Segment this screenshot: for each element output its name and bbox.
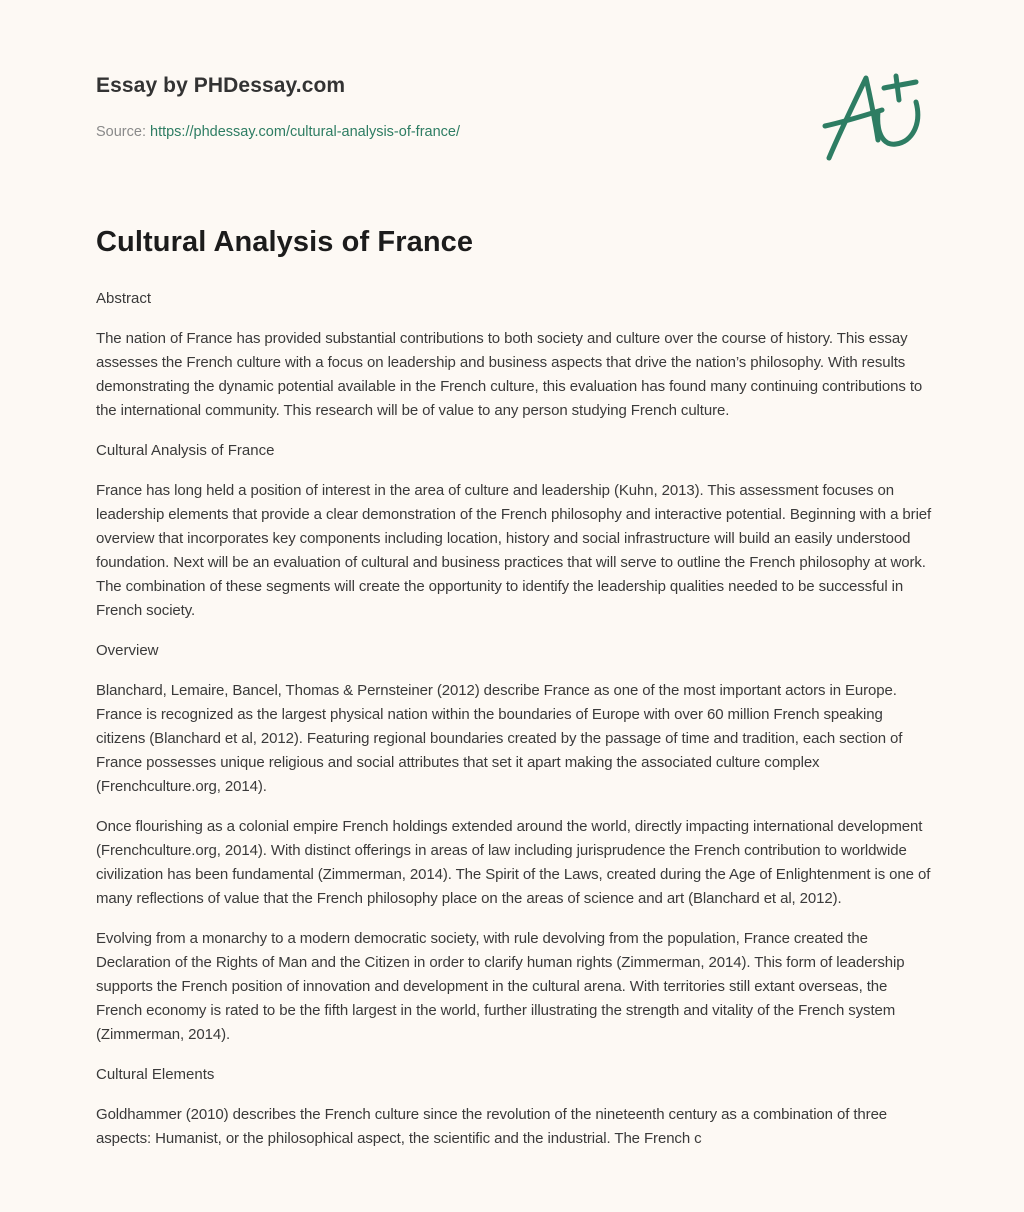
essay-content: [96, 226, 932, 1167]
paragraph: The nation of France has provided substantial contributions to both society and culture over the course of history. This essay assesses the French culture with a focus on leadership and business aspects that drive the nation’s philosophy. With results demonstrating the dynamic potential available in the French culture, this evaluation has found many continuing contributions to the international community. This research will be of value to any person studying French culture.: [96, 330, 923, 419]
section-cultural-elements: [96, 1063, 932, 1151]
paragraph: Goldhammer (2010) describes the French culture since the revolution of the nineteenth century as a combination of three aspects: Humanist, or the philosophical aspect, the scientific and the industrial. The French c: [96, 1106, 888, 1147]
section-label: Overview: [96, 642, 159, 659]
site-title: Essay by PHDessay.com: [96, 74, 346, 97]
paragraph: Once flourishing as a colonial empire French holdings extended around the world, directly impacting international development (Frenchculture.org, 2014). With distinct offerings in areas of law including jurisprudence the French contribution to worldwide civilization has been fundamental (Zimmerman, 2014). The Spirit of the Laws, created during the Age of Enlightenment is one of many reflections of value that the French philosophy place on the areas of science and art (Blanchard et al, 2012).: [96, 818, 931, 907]
section-cultural-analysis: [96, 439, 932, 623]
document-title: Cultural Analysis of France: [96, 226, 474, 258]
paragraph: Blanchard, Lemaire, Bancel, Thomas & Pernsteiner (2012) describe France as one of the most important actors in Europe. France is recognized as the largest physical nation within the boundaries of Europe with over 60 million French speaking citizens (Blanchard et al, 2012). Featuring regional boundaries created by the passage of time and tradition, each section of France possesses unique religious and social attributes that set it apart making the associated culture complex (Frenchculture.org, 2014).: [96, 682, 903, 795]
page-header: [96, 74, 936, 140]
section-overview: [96, 639, 932, 1047]
section-label: Cultural Analysis of France: [96, 442, 275, 459]
a-plus-logo-icon: [818, 62, 930, 166]
paragraph: Evolving from a monarchy to a modern democratic society, with rule devolving from the population, France created the Declaration of the Rights of Man and the Citizen in order to clarify human rights (Zimmerman, 2014). This form of leadership supports the French position of innovation and development in the cultural arena. With territories still extant overseas, the French economy is rated to be the fifth largest in the world, further illustrating the strength and vitality of the French system (Zimmerman, 2014).: [96, 930, 905, 1043]
section-label: Abstract: [96, 290, 152, 307]
paragraph: France has long held a position of interest in the area of culture and leadership (Kuhn, 2013). This assessment focuses on leadership elements that provide a clear demonstration of the French philosophy and interactive potential. Beginning with a brief overview that incorporates key components including location, history and social infrastructure will build an easily understood foundation. Next will be an evaluation of cultural and business practices that will serve to outline the French philosophy at work. The combination of these segments will create the opportunity to identify the leadership qualities needed to be successful in French society.: [96, 482, 932, 619]
section-label: Cultural Elements: [96, 1066, 215, 1083]
source-line: [96, 124, 460, 140]
source-link[interactable]: https://phdessay.com/cultural-analysis-of-france/: [150, 124, 461, 140]
source-label: Source:: [96, 124, 150, 140]
section-abstract: [96, 287, 932, 423]
